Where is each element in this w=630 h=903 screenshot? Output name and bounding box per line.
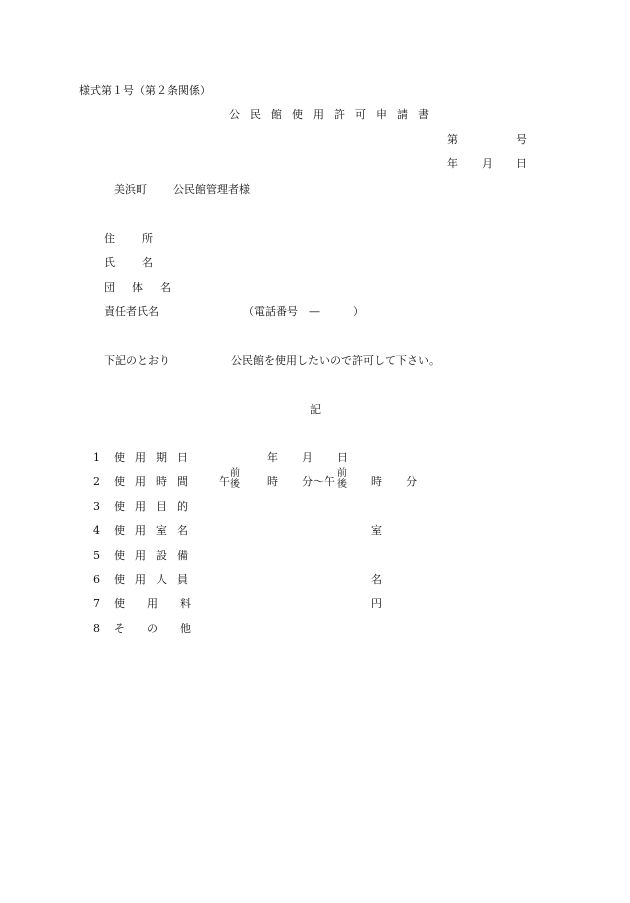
item2-ji1: 時 <box>267 475 278 488</box>
item-label: 使用料 <box>114 597 213 610</box>
item-label: 使用人員 <box>114 573 198 586</box>
item-label: 使用期日 <box>114 451 198 464</box>
number-dai: 第 <box>447 133 458 146</box>
addressee-manager: 公民館管理者様 <box>173 183 250 196</box>
label-name: 氏 名 <box>104 256 161 269</box>
item-label: 使用目的 <box>114 500 198 513</box>
item-number: 7 <box>93 597 100 610</box>
item2-zen2: 前 <box>337 468 347 479</box>
body-prefix: 下記のとおり <box>104 354 170 367</box>
item2-zen1: 前 <box>230 468 240 479</box>
item-label: 使用室名 <box>114 524 198 537</box>
item1-month: 月 <box>302 451 313 464</box>
item2-ato1: 後 <box>230 479 240 490</box>
label-responsible: 責任者氏名 <box>104 305 159 318</box>
ki-heading: 記 <box>310 403 321 416</box>
page-title: 公民館使用許可申請書 <box>229 108 439 121</box>
item-label: 使用設備 <box>114 549 198 562</box>
item-number: 8 <box>93 622 100 635</box>
label-phone: （電話番号 — ） <box>243 305 364 318</box>
item-number: 3 <box>93 500 100 513</box>
body-text: 公民館を使用したいので許可して下さい。 <box>231 354 440 367</box>
item-number: 4 <box>93 524 100 537</box>
item-label: その他 <box>114 622 213 635</box>
item2-fun-kara: 分〜午 <box>302 475 335 488</box>
item1-day: 日 <box>337 451 348 464</box>
item-label: 使用時間 <box>114 475 198 488</box>
item1-year: 年 <box>267 451 278 464</box>
item2-fun2: 分 <box>406 475 417 488</box>
item2-ato2: 後 <box>337 479 347 490</box>
item4-unit: 室 <box>371 524 382 537</box>
item-number: 2 <box>93 475 100 488</box>
number-go: 号 <box>516 133 527 146</box>
item-number: 6 <box>93 573 100 586</box>
label-address: 住 所 <box>104 232 161 245</box>
item6-unit: 名 <box>371 573 382 586</box>
item2-ampm-1 <box>230 468 240 490</box>
date-day: 日 <box>516 157 527 170</box>
date-month: 月 <box>482 157 493 170</box>
addressee-town: 美浜町 <box>114 183 147 196</box>
item7-unit: 円 <box>371 597 382 610</box>
item-number: 5 <box>93 549 100 562</box>
date-year: 年 <box>447 157 458 170</box>
item-number: 1 <box>93 451 100 464</box>
item2-go1: 午 <box>219 475 230 488</box>
item2-ji2: 時 <box>371 475 382 488</box>
form-number: 様式第１号（第２条関係） <box>79 84 211 97</box>
item2-ampm-2 <box>337 468 347 490</box>
label-group: 団 体 名 <box>104 281 174 294</box>
